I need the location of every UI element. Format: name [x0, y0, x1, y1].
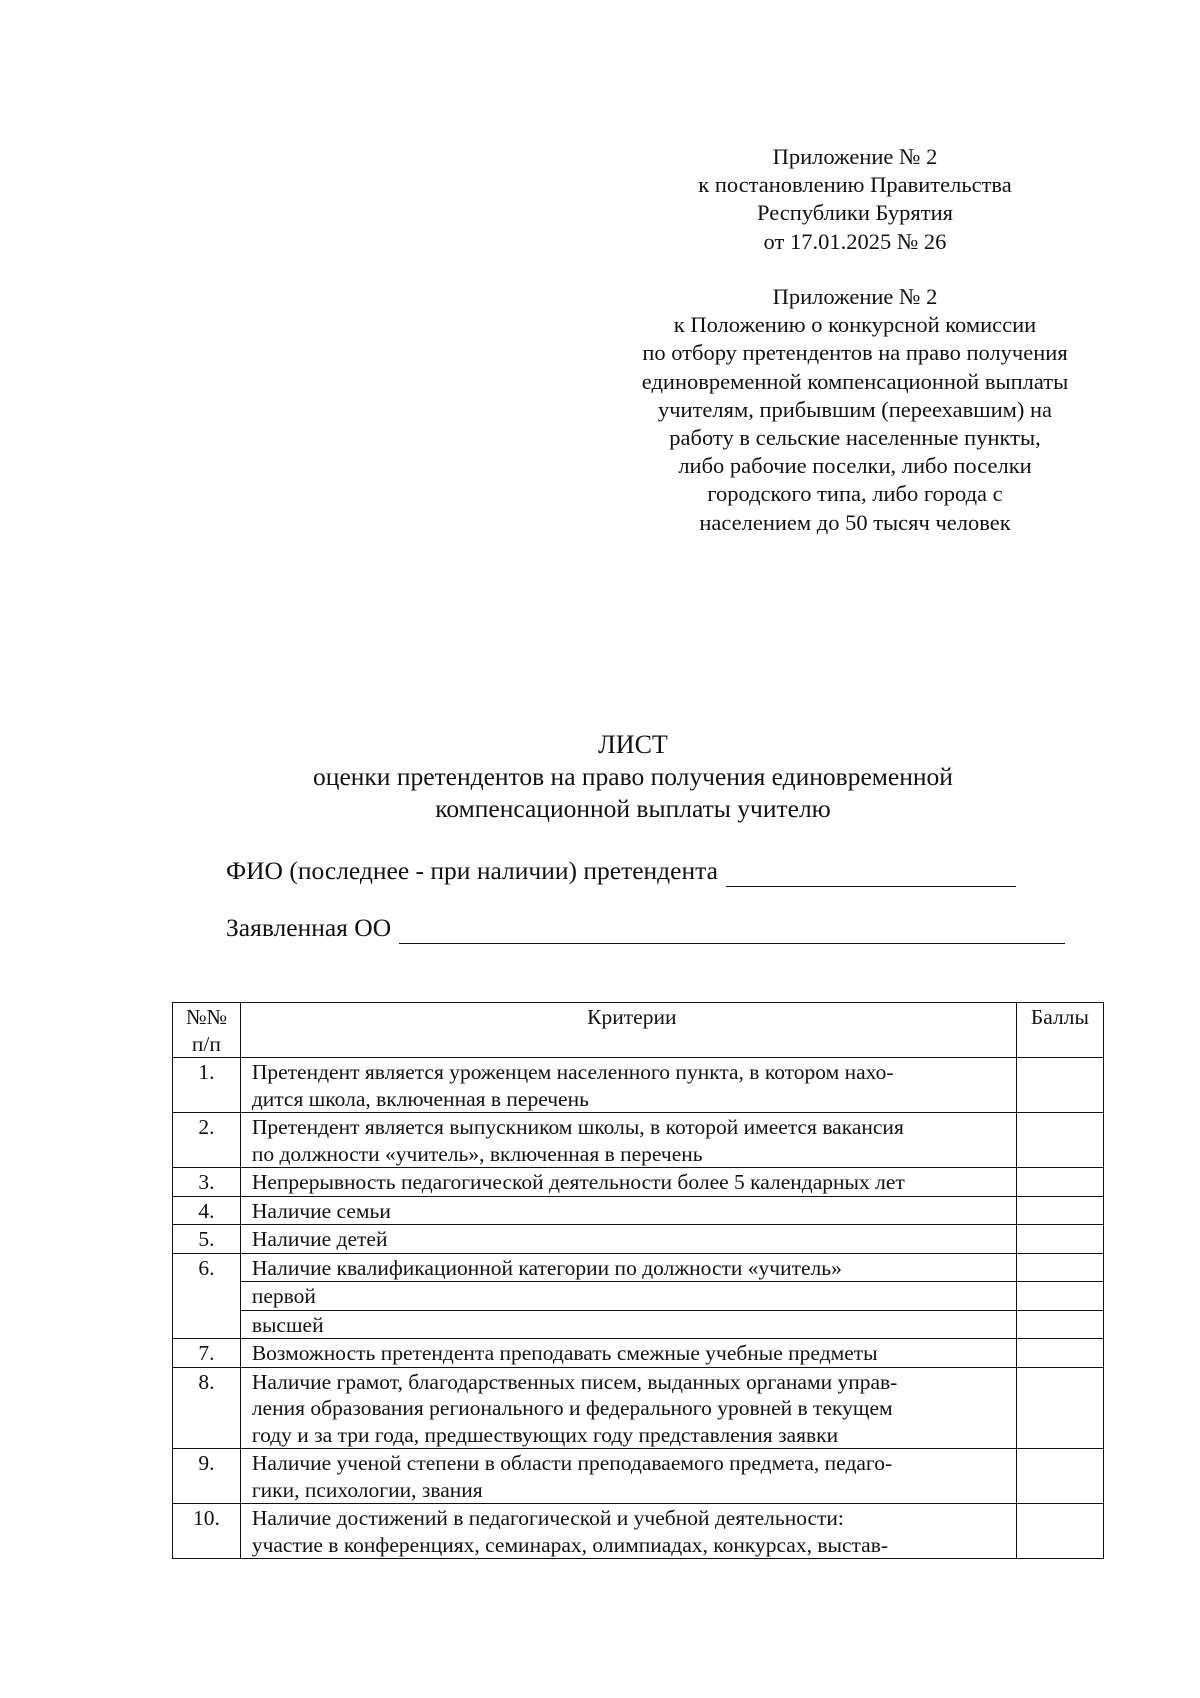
- oo-blank-line[interactable]: [399, 915, 1065, 944]
- appendix-line: работу в сельские населенные пункты,: [669, 425, 1041, 451]
- row-criterion: [240, 1449, 1016, 1504]
- row-criterion: [240, 1196, 1016, 1225]
- oo-field: [226, 912, 1065, 944]
- appendix-line: Приложение № 2: [772, 144, 938, 169]
- appendix-line: населением до 50 тысяч человек: [699, 509, 1011, 535]
- score-cell[interactable]: [1016, 1168, 1103, 1197]
- table-row: [173, 1449, 1104, 1504]
- table-row: [173, 1225, 1104, 1254]
- criterion-line: Наличие ученой степени в области преподаваемого предмета, педаго-: [251, 1451, 893, 1475]
- document-subtitle-line: компенсационной выплаты учителю: [435, 794, 831, 823]
- score-cell[interactable]: [1016, 1196, 1103, 1225]
- table-row: [173, 1253, 1104, 1282]
- criterion-line: по должности «учитель», включенная в перечень: [251, 1141, 703, 1166]
- score-cell[interactable]: [1016, 1339, 1103, 1368]
- row-criterion: [240, 1113, 1016, 1168]
- table-subrow: [173, 1282, 1104, 1311]
- row-number: 2.: [173, 1113, 241, 1168]
- criterion-line: году и за три года, предшествующих году представления заявки: [251, 1422, 839, 1447]
- document-title-block: [0, 729, 1200, 825]
- score-cell[interactable]: [1016, 1253, 1103, 1282]
- table-row: [173, 1367, 1104, 1449]
- appendix-header-regulation: [590, 283, 1120, 537]
- appendix-line: от 17.01.2025 № 26: [763, 228, 947, 254]
- criterion-line: Непрерывность педагогической деятельности более 5 календарных лет: [251, 1170, 905, 1194]
- table-row: [173, 1113, 1104, 1168]
- fio-blank-line[interactable]: [726, 858, 1016, 887]
- row-criterion: [240, 1168, 1016, 1197]
- appendix-line: к постановлению Правительства: [698, 172, 1012, 198]
- document-title: ЛИСТ: [598, 730, 668, 759]
- score-cell[interactable]: [1016, 1449, 1103, 1504]
- header-number: [173, 1003, 241, 1058]
- criterion-line: Наличие грамот, благодарственных писем, выданных органами управ-: [251, 1369, 898, 1394]
- fio-field: [226, 855, 1016, 887]
- appendix-line: Республики Бурятия: [757, 200, 953, 226]
- row-criterion: [240, 1504, 1016, 1559]
- row-number: 7.: [173, 1339, 241, 1368]
- criterion-line: Наличие квалификационной категории по должности «учитель»: [251, 1255, 842, 1280]
- score-cell[interactable]: [1016, 1310, 1103, 1339]
- score-cell[interactable]: [1016, 1113, 1103, 1168]
- row-criterion: [240, 1367, 1016, 1449]
- oo-label: Заявленная ОО: [226, 913, 392, 942]
- appendix-line: городского типа, либо города с: [707, 481, 1003, 507]
- criterion-line: Наличие семьи: [251, 1198, 391, 1223]
- row-criterion-sub: [240, 1282, 1016, 1311]
- row-number: 5.: [173, 1225, 241, 1254]
- criterion-line: Наличие детей: [251, 1227, 388, 1251]
- table-row: [173, 1058, 1104, 1113]
- score-cell[interactable]: [1016, 1367, 1103, 1449]
- criterion-line: ления образования регионального и федерального уровней в текущем: [251, 1396, 893, 1420]
- criterion-line: дится школа, включенная в перечень: [251, 1086, 589, 1111]
- row-criterion: [240, 1339, 1016, 1368]
- row-number: 1.: [173, 1058, 241, 1113]
- table-row: [173, 1196, 1104, 1225]
- row-number: 3.: [173, 1168, 241, 1197]
- header-criteria: Критерии: [240, 1003, 1016, 1058]
- row-criterion: [240, 1225, 1016, 1254]
- row-criterion: [240, 1253, 1016, 1282]
- row-number: 6.: [173, 1253, 241, 1339]
- row-number: 4.: [173, 1196, 241, 1225]
- appendix-line: Приложение № 2: [772, 284, 938, 309]
- header-score: Баллы: [1016, 1003, 1103, 1058]
- score-cell[interactable]: [1016, 1058, 1103, 1113]
- appendix-line: единовременной компенсационной выплаты: [641, 368, 1069, 394]
- row-number: 9.: [173, 1449, 241, 1504]
- table-header-row: [173, 1003, 1104, 1058]
- appendix-line: учителям, прибывшим (переехавшим) на: [657, 396, 1052, 422]
- criteria-table: [172, 1002, 1104, 1559]
- criterion-line: гики, психологии, звания: [251, 1477, 483, 1502]
- score-cell[interactable]: [1016, 1225, 1103, 1254]
- criterion-line: участие в конференциях, семинарах, олимпиадах, конкурсах, выстав-: [251, 1532, 888, 1557]
- fio-label: ФИО (последнее - при наличии) претендента: [226, 856, 718, 885]
- appendix-line: к Положению о конкурсной комиссии: [673, 312, 1037, 338]
- criterion-line: первой: [251, 1284, 316, 1308]
- document-subtitle-line: оценки претендентов на право получения единовременной: [313, 762, 953, 791]
- appendix-header-resolution: [590, 143, 1120, 256]
- criterion-line: Возможность претендента преподавать смежные учебные предметы: [251, 1341, 878, 1365]
- table-row: [173, 1168, 1104, 1197]
- row-number: 10.: [173, 1504, 241, 1559]
- criterion-line: Претендент является выпускником школы, в которой имеется вакансия: [251, 1115, 904, 1139]
- table-subrow: [173, 1310, 1104, 1339]
- appendix-line: либо рабочие поселки, либо поселки: [678, 453, 1032, 479]
- criterion-line: Наличие достижений в педагогической и учебной деятельности:: [251, 1506, 844, 1530]
- row-number: 8.: [173, 1367, 241, 1449]
- header-number-line: п/п: [191, 1031, 221, 1056]
- appendix-line: по отбору претендентов на право получения: [642, 340, 1068, 366]
- row-criterion-sub: [240, 1310, 1016, 1339]
- header-number-line: №№: [185, 1005, 227, 1029]
- table-row: [173, 1504, 1104, 1559]
- table-row: [173, 1339, 1104, 1368]
- score-cell[interactable]: [1016, 1282, 1103, 1311]
- criterion-line: высшей: [251, 1312, 324, 1337]
- row-criterion: [240, 1058, 1016, 1113]
- criterion-line: Претендент является уроженцем населенного пункта, в котором нахо-: [251, 1060, 894, 1084]
- score-cell[interactable]: [1016, 1504, 1103, 1559]
